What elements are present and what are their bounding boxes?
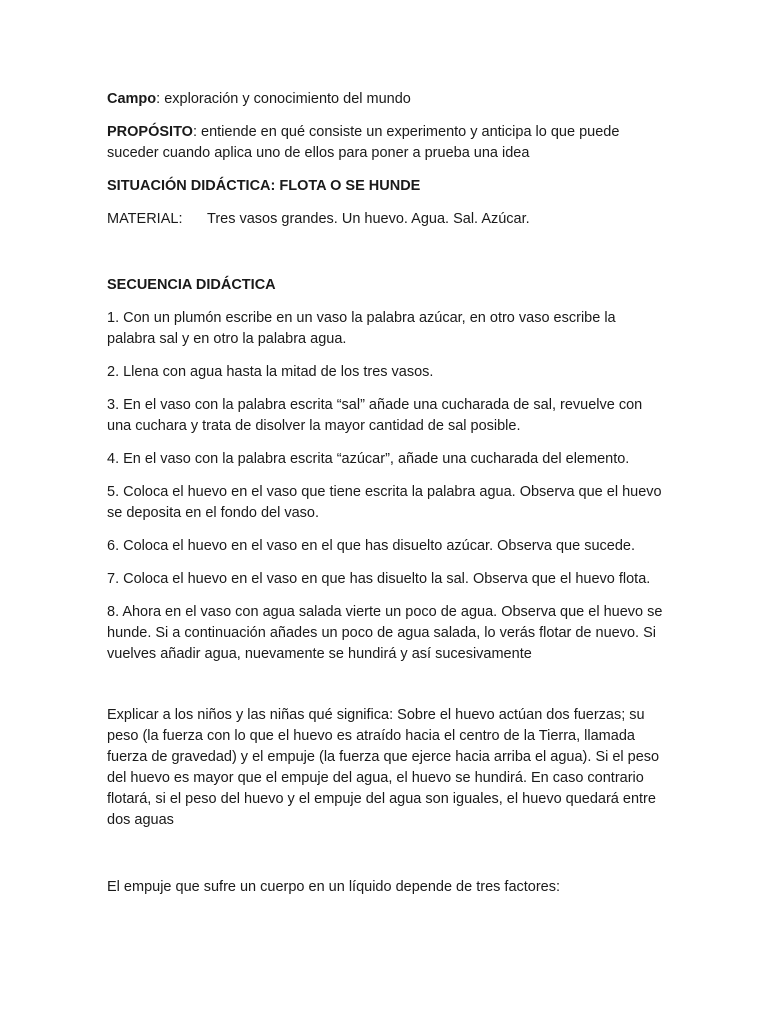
material-label: MATERIAL:	[107, 211, 183, 227]
step-item: 1. Con un plumón escribe en un vaso la palabra azúcar, en otro vaso escribe la palabra sal y en otro la palabra agua.	[107, 310, 616, 347]
empuje-paragraph: El empuje que sufre un cuerpo en un líquido depende de tres factores:	[107, 879, 561, 895]
campo-line	[107, 89, 667, 110]
step-item: 7. Coloca el huevo en el vaso en que has disuelto la sal. Observa que el huevo flota.	[107, 571, 651, 587]
material-text: Tres vasos grandes. Un huevo. Agua. Sal. Azúcar.	[207, 211, 530, 227]
proposito-paragraph	[107, 122, 667, 164]
campo-label: Campo	[107, 91, 157, 107]
proposito-label: PROPÓSITO	[107, 124, 193, 140]
situacion-heading: SITUACIÓN DIDÁCTICA: FLOTA O SE HUNDE	[107, 178, 421, 194]
material-line	[107, 209, 667, 230]
step-item: 6. Coloca el huevo en el vaso en el que has disuelto azúcar. Observa que sucede.	[107, 538, 635, 554]
step-item: 3. En el vaso con la palabra escrita “sal” añade una cucharada de sal, revuelve con una cuchara y trata de disolver la mayor cantidad de sal posible.	[107, 397, 643, 434]
step-item: 4. En el vaso con la palabra escrita “azúcar”, añade una cucharada del elemento.	[107, 451, 630, 467]
step-item: 5. Coloca el huevo en el vaso que tiene escrita la palabra agua. Observa que el huevo se deposita en el fondo del vaso.	[107, 484, 662, 521]
document-page	[107, 89, 667, 898]
explanation-paragraph: Explicar a los niños y las niñas qué significa: Sobre el huevo actúan dos fuerzas; su peso (la fuerza con lo que el huevo es atraído hacia el centro de la Tierra, llamada fuerza de gravedad) y el empuje (la fuerza que ejerce hacia arriba el agua). Si el peso del huevo es mayor que el empuje del agua, el huevo se hundirá. En caso contrario flotará, si el peso del huevo y el empuje del agua son iguales, el huevo quedará entre dos aguas	[107, 707, 660, 828]
steps-list	[107, 308, 667, 665]
step-item: 2. Llena con agua hasta la mitad de los tres vasos.	[107, 364, 434, 380]
proposito-text: : entiende en qué consiste un experimento y anticipa lo que puede suceder cuando aplica uno de ellos para poner a prueba una idea	[107, 124, 620, 161]
secuencia-heading: SECUENCIA DIDÁCTICA	[107, 277, 276, 293]
step-item: 8. Ahora en el vaso con agua salada vierte un poco de agua. Observa que el huevo se hunde. Si a continuación añades un poco de agua salada, lo verás flotar de nuevo. Si vuelves añadir agua, nuevamente se hundirá y así sucesivamente	[107, 604, 663, 662]
campo-text: : exploración y conocimiento del mundo	[156, 91, 411, 107]
